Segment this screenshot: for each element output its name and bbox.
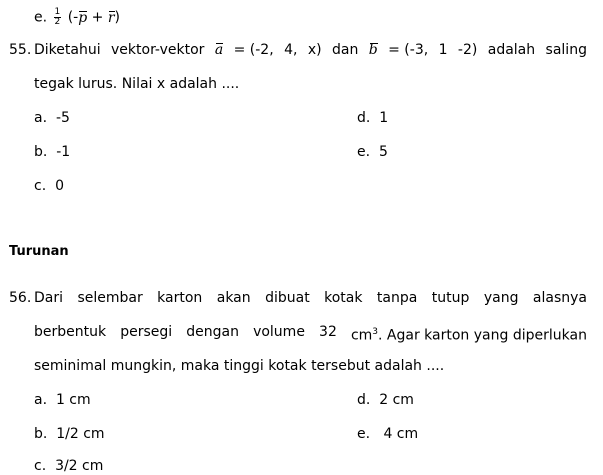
q56-word: berbentuk bbox=[34, 324, 107, 340]
q55-option-e bbox=[357, 143, 388, 161]
q56-option-d bbox=[357, 391, 414, 409]
vector-r: r bbox=[107, 9, 115, 26]
question-55-line-2: tegak lurus. Nilai x adalah .... bbox=[34, 76, 240, 92]
question-56-number: 56. bbox=[9, 290, 32, 306]
option-text: 1 bbox=[379, 110, 389, 126]
plus-sign: + bbox=[87, 9, 108, 26]
prev-option-e bbox=[34, 8, 120, 27]
q55-word: = (-2, bbox=[233, 42, 274, 58]
q55-option-b bbox=[34, 143, 70, 161]
q55-option-d bbox=[357, 109, 388, 127]
q55-word: saling bbox=[545, 42, 587, 58]
q56-word: Dari bbox=[34, 290, 64, 306]
q56-word: dengan bbox=[186, 324, 239, 340]
option-letter: e. bbox=[357, 426, 371, 442]
option-text: 5 bbox=[378, 144, 388, 160]
option-letter: b. bbox=[34, 144, 48, 160]
q56-word: volume bbox=[253, 324, 305, 340]
question-56-line-3: seminimal mungkin, maka tinggi kotak tersebut adalah .... bbox=[34, 358, 445, 374]
question-55-number: 55. bbox=[9, 42, 32, 58]
question-56-line-1 bbox=[34, 289, 587, 307]
option-text: -1 bbox=[56, 144, 71, 160]
option-letter: a. bbox=[34, 110, 48, 126]
option-letter: e. bbox=[34, 9, 48, 26]
volume-unit bbox=[351, 323, 587, 345]
option-text: -5 bbox=[55, 110, 70, 126]
option-text: 0 bbox=[55, 178, 64, 194]
q56-word: tutup bbox=[431, 290, 470, 306]
q56-word: selembar bbox=[77, 290, 143, 306]
vector-p: p bbox=[78, 9, 88, 26]
q56-word: persegi bbox=[120, 324, 173, 340]
q55-word: dan bbox=[332, 42, 359, 58]
option-letter: c. bbox=[34, 458, 47, 474]
option-text: 3/2 cm bbox=[55, 458, 104, 474]
option-letter: b. bbox=[34, 426, 48, 442]
q55-word: = (-3, bbox=[388, 42, 429, 58]
q56-word: alasnya bbox=[532, 290, 587, 306]
option-text: 1 cm bbox=[55, 392, 91, 408]
q56-option-a bbox=[34, 391, 91, 409]
q55-word: x) bbox=[307, 42, 322, 58]
q55-word: -2) bbox=[457, 42, 478, 58]
q56-word: dibuat bbox=[265, 290, 310, 306]
option-letter: d. bbox=[357, 110, 371, 126]
question-56-line-2 bbox=[34, 323, 587, 345]
option-text: 2 cm bbox=[379, 392, 414, 408]
section-title: Turunan bbox=[9, 244, 69, 259]
option-letter: d. bbox=[357, 392, 371, 408]
paren-close: ) bbox=[114, 9, 121, 26]
q56-word: karton bbox=[157, 290, 203, 306]
q56-word: kotak bbox=[324, 290, 363, 306]
q56-option-e bbox=[357, 425, 418, 443]
q56-option-c bbox=[34, 457, 103, 475]
q56-option-b bbox=[34, 425, 105, 443]
vector-b: b bbox=[368, 42, 378, 58]
paren-open: (- bbox=[67, 9, 79, 26]
q55-word: Diketahui bbox=[34, 42, 101, 58]
option-letter: c. bbox=[34, 178, 47, 194]
option-letter: a. bbox=[34, 392, 48, 408]
q55-option-c bbox=[34, 177, 64, 195]
q56-word: tanpa bbox=[376, 290, 418, 306]
q55-word: adalah bbox=[487, 42, 536, 58]
unit-cm: cm bbox=[350, 327, 373, 344]
q55-word: 4, bbox=[284, 42, 298, 58]
fraction-numerator: 1 bbox=[54, 7, 61, 17]
fraction-one-half bbox=[54, 8, 62, 27]
q56-word: akan bbox=[216, 290, 251, 306]
q56-word: yang bbox=[483, 290, 519, 306]
option-text: 1/2 cm bbox=[56, 426, 105, 442]
fraction-denominator: 2 bbox=[54, 17, 61, 27]
option-text: 4 cm bbox=[383, 426, 419, 442]
q56-line-2-tail: . Agar karton yang diperlukan bbox=[378, 327, 587, 344]
option-letter: e. bbox=[357, 144, 371, 160]
q55-option-a bbox=[34, 109, 70, 127]
vector-a: a bbox=[214, 42, 224, 58]
q55-word: 1 bbox=[438, 42, 448, 58]
q56-word: 32 bbox=[319, 324, 337, 340]
question-55-line-1 bbox=[34, 41, 587, 59]
unit-exponent: 3 bbox=[372, 327, 379, 337]
q55-word: vektor-vektor bbox=[111, 42, 205, 58]
